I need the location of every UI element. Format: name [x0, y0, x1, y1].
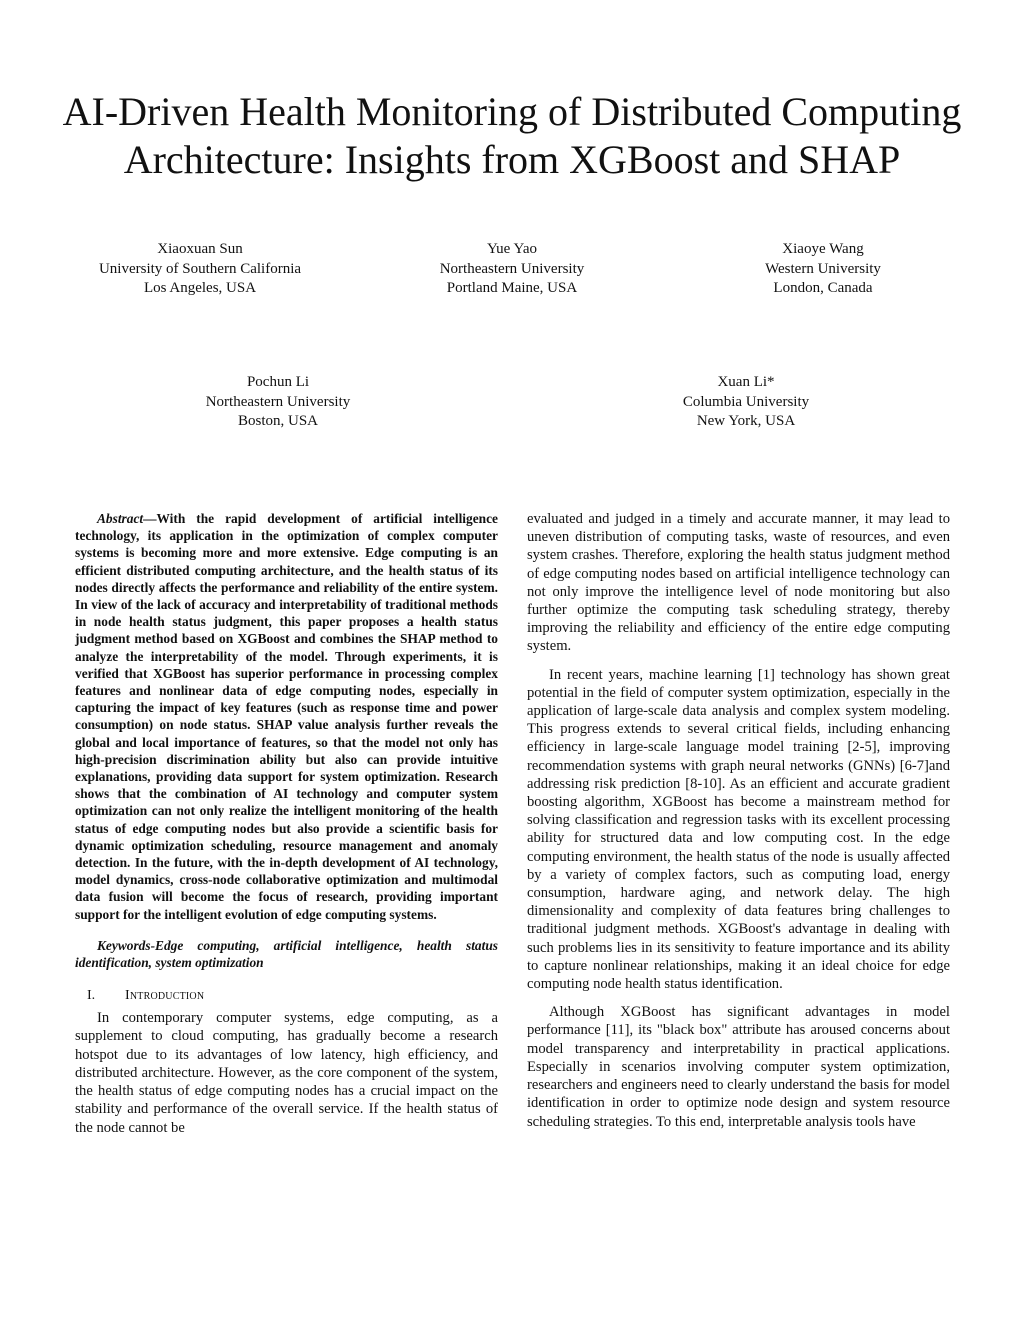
author-block	[673, 240, 973, 299]
section-title: Introduction	[125, 988, 205, 1004]
section-number: I.	[87, 988, 96, 1004]
author-location: New York, USA	[696, 413, 796, 429]
author-block	[596, 373, 896, 432]
author-location: London, Canada	[773, 280, 873, 296]
right-column	[527, 510, 950, 1131]
body-paragraph: In recent years, machine learning [1] technology has shown great potential in the field of computer system optimization, especially in the application of large-scale data analysis and complex system modeling. This progress extends to several critical fields, including enhancing efficiency in large-scale language model training [2-5], improving recommendation systems with graph neural networks (GNNs) [6-7]and addressing risk prediction [8-10]. As an efficient and accurate gradient boosting algorithm, XGBoost has become a mainstream method for solving classification and regression tasks with its excellent processing ability for structured data and low computing cost. In the edge computing environment, the health status of the node is usually affected by a variety of complex factors, such as computing load, energy consumption, hardware aging, and network delay. The high dimensionality and complexity of data features bring challenges to traditional judgment methods. XGBoost's advantage in dealing with such problems lies in its sensitivity to feature importance and its ability to capture nonlinear relationships, making it an ideal choice for edge computing node health status identification.	[527, 666, 950, 993]
author-affiliation: Northeastern University	[439, 260, 585, 277]
author-affiliation: Columbia University	[682, 393, 810, 410]
abstract-dash: —	[143, 511, 157, 526]
author-name: Xiaoxuan Sun	[157, 241, 243, 257]
section-heading	[75, 987, 498, 1005]
abstract-label: Abstract	[97, 511, 144, 526]
author-name: Yue Yao	[486, 241, 537, 257]
author-location: Portland Maine, USA	[446, 280, 578, 296]
keywords: Keywords-Edge computing, artificial intelligence, health status identification, system optimization	[75, 937, 498, 971]
author-affiliation: Northeastern University	[205, 393, 351, 410]
author-name: Pochun Li	[246, 374, 310, 390]
author-name: Xuan Li*	[717, 374, 775, 390]
author-block	[362, 240, 662, 299]
abstract-text: With the rapid development of artificial intelligence technology, its application in the optimization of complex computer systems is becoming more and more extensive. Edge computing is an efficient distributed computing architecture, and the health status of its nodes directly affects the performance and reliability of the entire system. In view of the lack of accuracy and interpretability of traditional methods in node health status judgment, this paper proposes a health status judgment method based on XGBoost and combines the SHAP method to analyze the interpretability of the model. Through experiments, it is verified that XGBoost has superior performance in processing complex features and nonlinear data of edge computing nodes, especially in capturing the impact of key features (such as response time and power consumption) on node status. SHAP value analysis further reveals the global and local importance of features, so that the model not only has high-precision discrimination ability but also can provide intuitive explanations, providing data support for system optimization. Research shows that the combination of AI technology and computer system optimization can not only realize the intelligent monitoring of the health status of edge computing nodes but also provide a scientific basis for dynamic optimization scheduling, resource management and anomaly detection. In the future, with the in-depth development of AI technology, model dynamics, cross-node collaborative optimization and multimodal data fusion will become the focus of research, providing important support for the intelligent evolution of edge computing systems.	[75, 511, 498, 922]
author-name: Xiaoye Wang	[782, 241, 864, 257]
left-column	[75, 510, 498, 1137]
abstract	[75, 510, 498, 923]
author-location: Los Angeles, USA	[143, 280, 257, 296]
author-affiliation: Western University	[765, 260, 881, 277]
author-location: Boston, USA	[237, 413, 319, 429]
author-block	[50, 240, 350, 299]
body-paragraph: In contemporary computer systems, edge computing, as a supplement to cloud computing, has gradually become a research hotspot due to its advantages of low latency, high efficiency, and distributed architecture. However, as the core component of the system, the health status of edge computing nodes has a crucial impact on the stability and performance of the overall service. If the health status of the node cannot be	[75, 1010, 498, 1136]
author-affiliation: University of Southern California	[98, 260, 302, 277]
body-paragraph: evaluated and judged in a timely and accurate manner, it may lead to uneven distribution of computing tasks, waste of resources, and even system crashes. Therefore, exploring the health status judgment method of edge computing nodes based on artificial intelligence technology can not only improve the intelligence level of node monitoring but also further optimize the computing task scheduling strategy, thereby improving the reliability and efficiency of the entire edge computing system.	[527, 511, 950, 655]
body-paragraph: Although XGBoost has significant advantages in model performance [11], its "black box" attribute has aroused concerns about model transparency and interpretability in practical applications. Especially in scenarios involving computer system optimization, researchers and engineers need to clearly understand the basis for model identification in order to optimize node design and system resource scheduling strategies. To this end, interpretable analysis tools have	[527, 1004, 950, 1130]
paper-title: AI-Driven Health Monitoring of Distributed Computing Architecture: Insights from XGBoost and SHAP	[62, 89, 962, 182]
author-block	[128, 373, 428, 432]
